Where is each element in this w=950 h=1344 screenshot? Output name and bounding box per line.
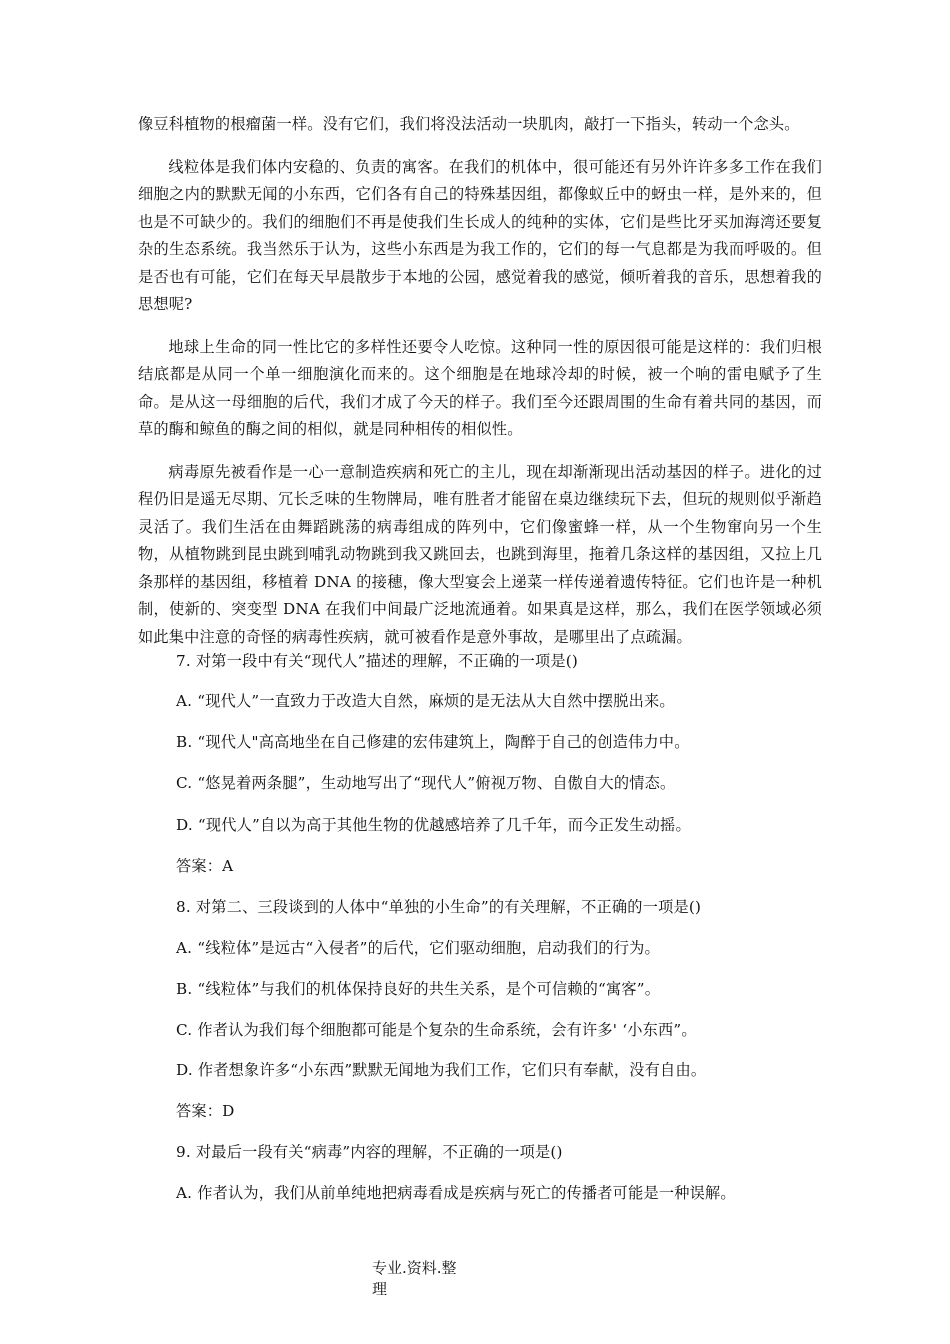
question-8-option-c: C. 作者认为我们每个细胞都可能是个复杂的生命系统，会有许多' ‘小东西”。 <box>176 1021 697 1039</box>
question-8-option-a: A. “线粒体”是远古“入侵者”的后代，它们驱动细胞，启动我们的行为。 <box>176 939 660 957</box>
passage-paragraph-3: 地球上生命的同一性比它的多样性还要令人吃惊。这种同一性的原因很可能是这样的：我们归根结底都是从同一个单一细胞演化而来的。这个细胞是在地球冷却的时候，被一个响的雷电赋予了生命。是从这一母细胞的后代，我们才成了今天的样子。我们至今还跟周围的生命有着共同的基因，而草的酶和鲸鱼的酶之间的相似，就是同种相传的相似性。 <box>138 337 822 438</box>
question-7-option-b: B. “现代人"高高地坐在自己修建的宏伟建筑上，陶醉于自己的创造伟力中。 <box>176 733 690 751</box>
question-7-option-c: C. “悠晃着两条腿”，生动地写出了“现代人”俯视万物、自傲自大的情态。 <box>176 774 676 792</box>
passage-text <box>138 111 822 666</box>
passage-paragraph-2: 线粒体是我们体内安稳的、负责的寓客。在我们的机体中，很可能还有另外许许多多工作在我们细胞之内的默默无闻的小东西，它们各有自己的特殊基因组，都像蚁丘中的蚜虫一样，是外来的，但也是不可缺少的。我们的细胞们不再是使我们生长成人的纯种的实体，它们是些比牙买加海湾还要复杂的生态系统。我当然乐于认为，这些小东西是为我工作的，它们的每一气息都是为我而呼吸的。但是否也有可能，它们在每天早晨散步于本地的公园，感觉着我的感觉，倾听着我的音乐，思想着我的思想呢? <box>138 157 822 313</box>
question-8-stem: 8. 对第二、三段谈到的人体中“单独的小生命”的有关理解，不正确的一项是() <box>176 898 702 916</box>
question-8-option-b: B. “线粒体”与我们的机体保持良好的共生关系，是个可信赖的“寓客”。 <box>176 980 661 998</box>
question-7-option-d: D. “现代人”自以为高于其他生物的优越感培养了几千年，而今正发生动摇。 <box>176 816 691 834</box>
question-7-stem: 7. 对第一段中有关“现代人”描述的理解，不正确的一项是() <box>176 652 579 670</box>
question-8-option-d: D. 作者想象许多“小东西”默默无闻地为我们工作，它们只有奉献，没有自由。 <box>176 1061 707 1079</box>
question-9-stem: 9. 对最后一段有关“病毒”内容的理解，不正确的一项是() <box>176 1143 563 1161</box>
question-9-option-a: A. 作者认为，我们从前单纯地把病毒看成是疾病与死亡的传播者可能是一种误解。 <box>176 1184 736 1202</box>
question-7-option-a: A. “现代人”一直致力于改造大自然，麻烦的是无法从大自然中摆脱出来。 <box>176 692 675 710</box>
question-8-answer: 答案：D <box>176 1102 235 1120</box>
passage-paragraph-1: 像豆科植物的根瘤菌一样。没有它们，我们将没法活动一块肌肉，敲打一下指头，转动一个念头。 <box>138 115 800 133</box>
question-7-answer: 答案：A <box>176 857 234 875</box>
page-footer: 专业.资料.整理 <box>372 1259 457 1298</box>
passage-paragraph-4: 病毒原先被看作是一心一意制造疾病和死亡的主儿，现在却渐渐现出活动基因的样子。进化的过程仍旧是遥无尽期、冗长乏味的生物牌局，唯有胜者才能留在桌边继续玩下去，但玩的规则似乎渐趋灵活了。我们生活在由舞蹈跳荡的病毒组成的阵列中，它们像蜜蜂一样，从一个生物窜向另一个生物，从植物跳到昆虫跳到哺乳动物跳到我又跳回去，也跳到海里，拖着几条这样的基因组，又拉上几条那样的基因组，移植着 DNA 的接穗，像大型宴会上递菜一样传递着遗传特征。它们也许是一种机制，使新的、突变型 DNA 在我们中间最广泛地流通着。如果真是这样，那么，我们在医学领域必须如此集中注意的奇怪的病毒性疾病，就可被看作是意外事故，是哪里出了点疏漏。 <box>138 462 822 646</box>
